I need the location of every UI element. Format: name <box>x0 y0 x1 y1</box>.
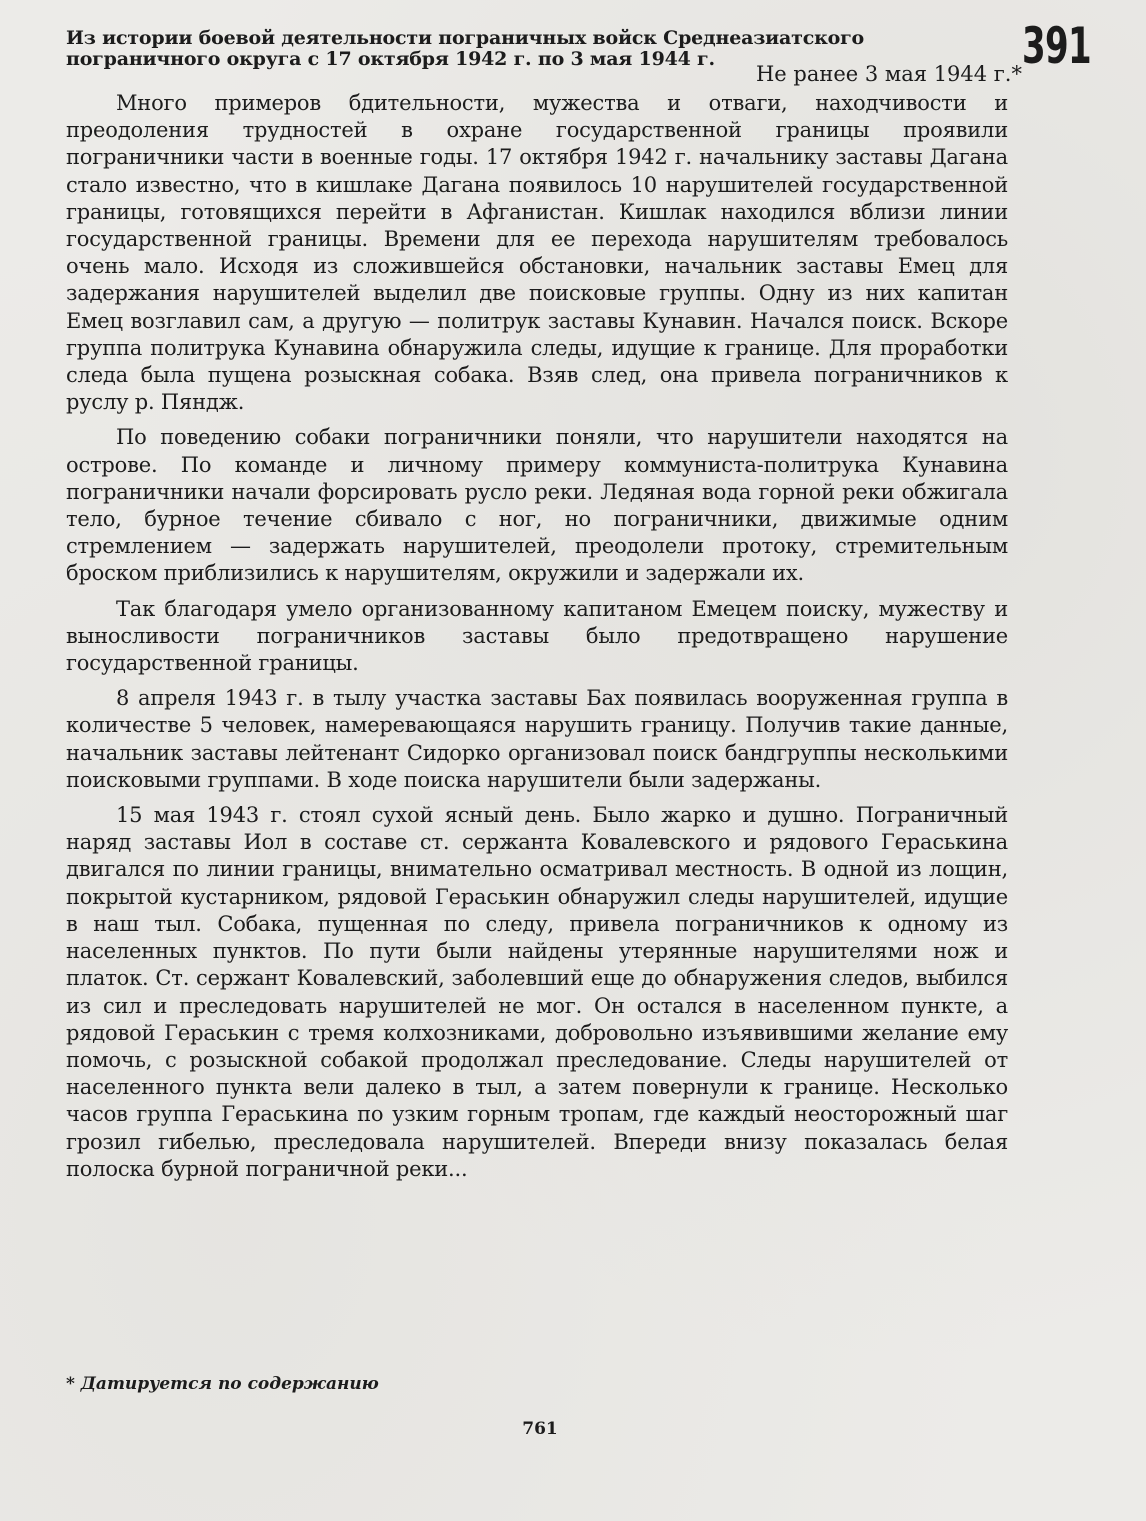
document-date: Не ранее 3 мая 1944 г.* <box>755 62 1022 86</box>
footnote: * Датируется по содержанию <box>66 1374 379 1394</box>
document-body <box>66 90 1008 1191</box>
paragraph: Много примеров бдительности, мужества и отваги, находчивости и преодоления трудностей в охране государственной границы проявили пограничники части в военные годы. 17 октября 1942 г. начальнику заставы Дагана стало известно, что в кишлаке Дагана появилось 10 нарушителей государственной границы, готовящихся перейти в Афганистан. Кишлак находился вблизи линии государственной границы. Времени для ее перехода нарушителям требовалось очень мало. Исходя из сложившейся обстановки, начальник заставы Емец для задержания нарушителей выделил две поисковые группы. Одну из них капитан Емец возглавил сам, а другую — политрук заставы Кунавин. Начался поиск. Вскоре группа политрука Кунавина обнаружила следы, идущие к границе. Для проработки следа была пущена розыскная собака. Взяв след, она привела пограничников к руслу р. Пяндж. <box>66 91 1008 415</box>
paragraph: По поведению собаки пограничники поняли, что нарушители находятся на острове. По команде и личному примеру коммуниста-политрука Кунавина пограничники начали форсировать русло реки. Ледяная вода горной реки обжигала тело, бурное течение сбивало с ног, но пограничники, движимые одним стремлением — задержать нарушителей, преодолели протоку, стремительным броском приблизились к нарушителям, окружили и задержали их. <box>66 425 1008 586</box>
paragraph: Так благодаря умело организованному капитаном Емецем поиску, мужеству и выносливости пограничников заставы было предотвращено нарушение государственной границы. <box>66 596 1008 676</box>
paragraph: 15 мая 1943 г. стоял сухой ясный день. Было жарко и душно. Пограничный наряд заставы Иол в составе ст. сержанта Ковалевского и рядового Гераськина двигался по линии границы, внимательно осматривал местность. В одной из лощин, покрытой кустарником, рядовой Гераськин обнаружил следы нарушителей, идущие в наш тыл. Собака, пущенная по следу, привела пограничников к одному из населенных пунктов. По пути были найдены утерянные нарушителями нож и платок. Ст. сержант Ковалевский, заболевший еще до обнаружения следов, выбился из сил и преследовать нарушителей не мог. Он остался в населенном пункте, а рядовой Гераськин с тремя колхозниками, добровольно изъявившими желание ему помочь, с розыскной собакой продолжал преследование. Следы нарушителей от населенного пункта вели далеко в тыл, а затем повернули к границе. Несколько часов группа Гераськина по узким горным тропам, где каждый неосторожный шаг грозил гибелью, преследовала нарушителей. Впереди внизу показалась белая полоска бурной пограничной реки... <box>66 803 1008 1181</box>
document-title: Из истории боевой деятельности пограничных войск Среднеазиатского пограничного округа с 17 октября 1942 г. по 3 мая 1944 г. <box>66 27 865 70</box>
document-number: 391 <box>1022 17 1091 75</box>
paragraph: 8 апреля 1943 г. в тылу участка заставы Бах появилась вооруженная группа в количестве 5 человек, намеревающаяся нарушить границу. Получив такие данные, начальник заставы лейтенант Сидорко организовал поиск бандгруппы несколькими поисковыми группами. В ходе поиска нарушители были задержаны. <box>66 686 1008 792</box>
page-number: 761 <box>522 1419 558 1439</box>
